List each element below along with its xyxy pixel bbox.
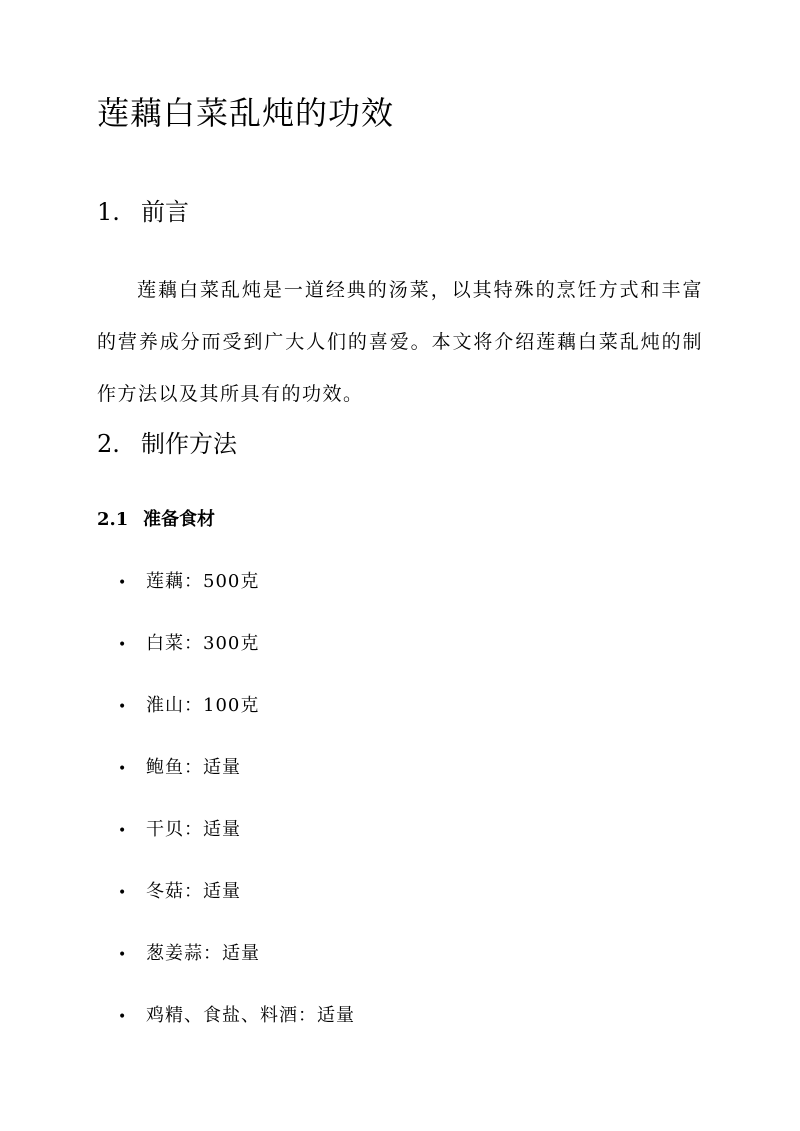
section-number: 2. xyxy=(97,430,120,458)
list-item xyxy=(118,814,355,876)
section-title: 前言 xyxy=(141,198,189,226)
bullet-icon: • xyxy=(118,1009,128,1025)
subsection-title: 准备食材 xyxy=(143,509,215,530)
list-item xyxy=(118,1000,355,1062)
list-item xyxy=(118,938,355,1000)
ingredient-text: 干贝：适量 xyxy=(146,819,241,840)
subsection-number: 2.1 xyxy=(97,509,129,530)
ingredient-text: 鸡精、食盐、料酒：适量 xyxy=(146,1005,355,1026)
bullet-icon: • xyxy=(118,637,128,653)
preface-paragraph: 莲藕白菜乱炖是一道经典的汤菜，以其特殊的烹饪方式和丰富的营养成分而受到广大人们的喜爱。本文将介绍莲藕白菜乱炖的制作方法以及其所具有的功效。 xyxy=(97,279,703,405)
list-item xyxy=(118,752,355,814)
section-heading-method xyxy=(97,430,237,459)
bullet-icon: • xyxy=(118,761,128,777)
list-item xyxy=(118,690,355,752)
list-item xyxy=(118,876,355,938)
ingredient-text: 白菜：300克 xyxy=(146,633,260,654)
section-number: 1. xyxy=(97,198,120,226)
list-item xyxy=(118,628,355,690)
ingredient-text: 鲍鱼：适量 xyxy=(146,757,241,778)
bullet-icon: • xyxy=(118,575,128,591)
document-title: 莲藕白菜乱炖的功效 xyxy=(97,94,395,132)
section-heading-preface xyxy=(97,198,189,227)
subsection-heading-ingredients xyxy=(97,509,215,531)
ingredient-text: 淮山：100克 xyxy=(146,695,260,716)
ingredient-text: 冬菇：适量 xyxy=(146,881,241,902)
bullet-icon: • xyxy=(118,947,128,963)
section-title: 制作方法 xyxy=(141,430,237,458)
bullet-icon: • xyxy=(118,823,128,839)
bullet-icon: • xyxy=(118,885,128,901)
bullet-icon: • xyxy=(118,699,128,715)
list-item xyxy=(118,566,355,628)
ingredient-text: 莲藕：500克 xyxy=(146,571,260,592)
ingredient-text: 葱姜蒜：适量 xyxy=(146,943,260,964)
ingredient-list xyxy=(118,566,355,1062)
